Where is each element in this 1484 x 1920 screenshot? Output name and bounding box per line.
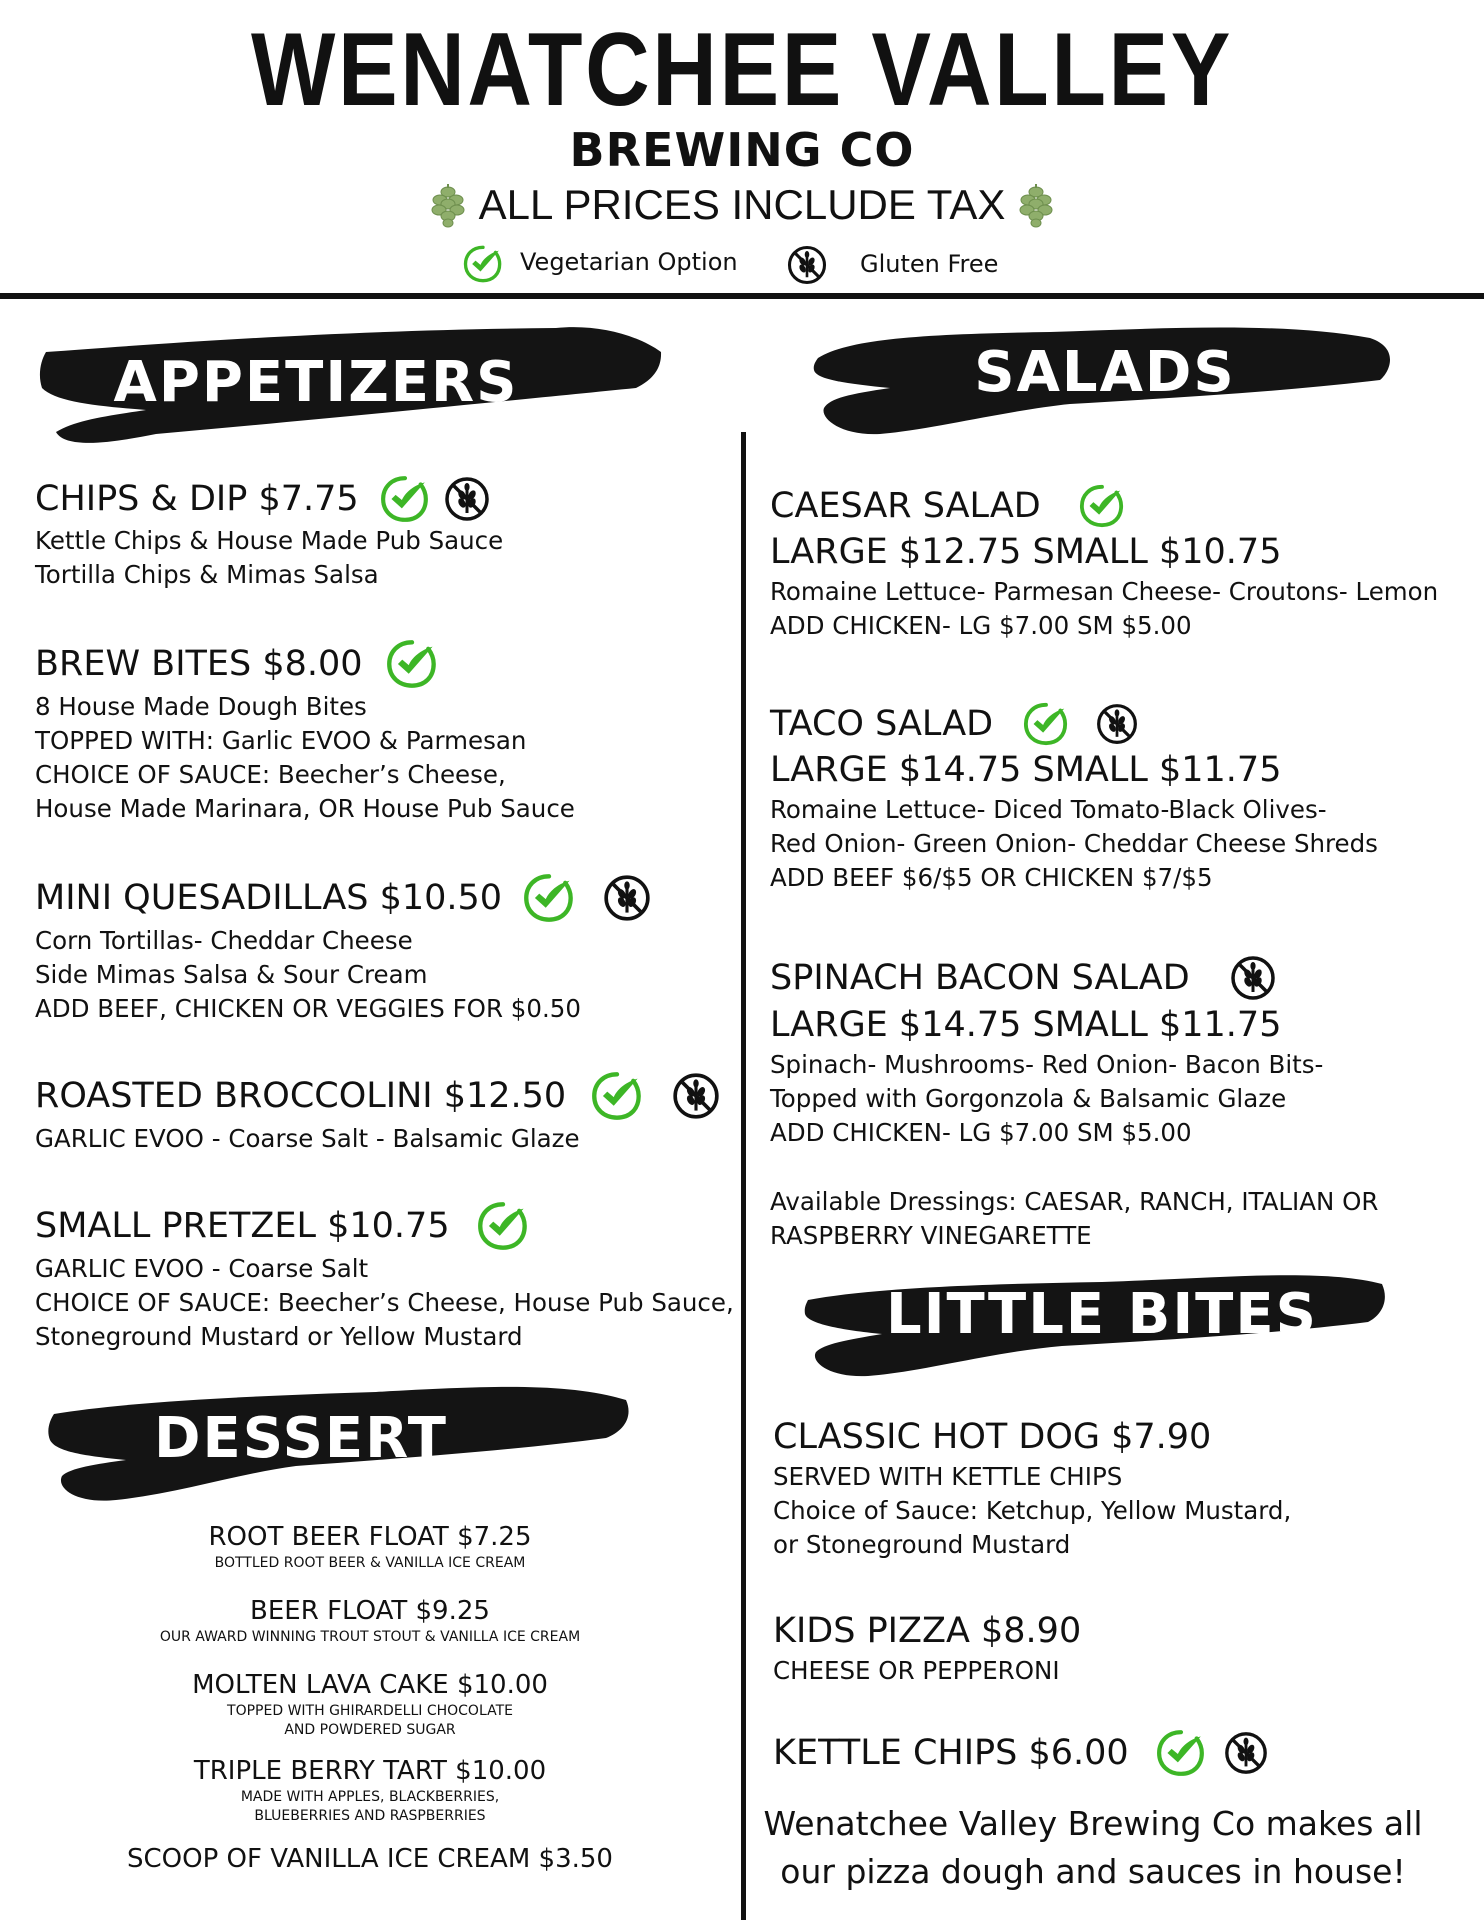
- check-leaf-icon: [589, 1070, 645, 1122]
- menu-item-mini-quesadillas: [35, 872, 735, 1026]
- dressings-note: [770, 1185, 1470, 1253]
- tax-note-line: [0, 178, 1484, 229]
- dessert-item: [0, 1594, 740, 1647]
- closing-note: [743, 1800, 1443, 1896]
- check-leaf-icon: [1154, 1728, 1208, 1778]
- menu-item-spinach-bacon-salad: [770, 954, 1470, 1150]
- dessert-item: [0, 1520, 740, 1573]
- item-desc: CHEESE OR PEPPERONI: [773, 1656, 1060, 1685]
- dessert-desc: BLUEBERRIES AND RASPBERRIES: [254, 1808, 486, 1824]
- item-desc: Kettle Chips & House Made Pub Sauce: [35, 526, 504, 555]
- dessert-name: BEER FLOAT $9.25: [250, 1596, 490, 1626]
- restaurant-name: WENATCHEE VALLEY: [250, 12, 1234, 128]
- dessert-name: SCOOP OF VANILLA ICE CREAM $3.50: [127, 1844, 613, 1874]
- legend-gf-label: Gluten Free: [860, 250, 999, 278]
- dressings-line: Available Dressings: CAESAR, RANCH, ITALIAN OR: [770, 1187, 1379, 1216]
- item-name: CAESAR SALAD: [770, 486, 1041, 526]
- item-price: LARGE $14.75 SMALL $11.75: [770, 750, 1282, 790]
- item-desc: GARLIC EVOO - Coarse Salt: [35, 1254, 369, 1283]
- item-name: SPINACH BACON SALAD: [770, 958, 1190, 998]
- item-desc: or Stoneground Mustard: [773, 1530, 1071, 1559]
- appetizers-title: APPETIZERS: [113, 350, 519, 415]
- restaurant-subtitle: BREWING CO: [569, 123, 915, 177]
- tax-note: ALL PRICES INCLUDE TAX: [478, 180, 1006, 228]
- gluten-free-icon: [443, 475, 491, 523]
- item-desc: Tortilla Chips & Mimas Salsa: [35, 560, 379, 589]
- little-bites-banner: [802, 1262, 1402, 1372]
- legend-gf-icon-wrap: [786, 244, 828, 290]
- item-desc: ADD BEEF, CHICKEN OR VEGGIES FOR $0.50: [35, 994, 581, 1023]
- item-name: BREW BITES $8.00: [35, 644, 363, 684]
- dessert-name: TRIPLE BERRY TART $10.00: [193, 1756, 547, 1786]
- item-desc: CHOICE OF SAUCE: Beecher’s Cheese, House Pub Sauce,: [35, 1288, 734, 1317]
- dessert-desc: MADE WITH APPLES, BLACKBERRIES,: [240, 1789, 500, 1805]
- dessert-item: [0, 1668, 740, 1740]
- item-desc: Spinach- Mushrooms- Red Onion- Bacon Bits-: [770, 1050, 1324, 1079]
- item-desc: ADD BEEF $6/$5 OR CHICKEN $7/$5: [770, 863, 1213, 892]
- menu-item-small-pretzel: [35, 1200, 745, 1354]
- gluten-free-icon: [1229, 954, 1277, 1002]
- item-desc: Corn Tortillas- Cheddar Cheese: [35, 926, 413, 955]
- dessert-list: [0, 1520, 740, 1876]
- dessert-item: [0, 1842, 740, 1876]
- menu-item-caesar-salad: [770, 482, 1470, 643]
- gluten-free-icon: [671, 1071, 721, 1121]
- item-desc: Red Onion- Green Onion- Cheddar Cheese Shreds: [770, 829, 1378, 858]
- hop-icon: [1015, 182, 1057, 228]
- check-leaf-icon: [462, 244, 504, 284]
- legend-veg-icon-wrap: [462, 244, 504, 288]
- item-desc: Stoneground Mustard or Yellow Mustard: [35, 1322, 523, 1351]
- hop-icon: [427, 182, 469, 228]
- little-bites-title: LITTLE BITES: [886, 1282, 1318, 1347]
- item-desc: House Made Marinara, OR House Pub Sauce: [35, 794, 575, 823]
- check-leaf-icon: [384, 638, 440, 690]
- item-desc: 8 House Made Dough Bites: [35, 692, 367, 721]
- item-name: TACO SALAD: [770, 704, 994, 744]
- legend-veg-label: Vegetarian Option: [520, 248, 738, 276]
- menu-item-chips-dip: [35, 474, 735, 592]
- item-name: ROASTED BROCCOLINI $12.50: [35, 1076, 567, 1116]
- check-leaf-icon: [475, 1200, 531, 1252]
- check-leaf-icon: [378, 474, 432, 524]
- closing-line: our pizza dough and sauces in house!: [780, 1852, 1406, 1891]
- header-divider: [0, 293, 1484, 299]
- column-divider: [741, 432, 746, 1920]
- item-desc: GARLIC EVOO - Coarse Salt - Balsamic Glaze: [35, 1124, 580, 1153]
- menu-item-taco-salad: [770, 700, 1470, 895]
- dessert-name: MOLTEN LAVA CAKE $10.00: [192, 1670, 548, 1700]
- menu-item-brew-bites: [35, 638, 735, 826]
- dessert-desc: OUR AWARD WINNING TROUT STOUT & VANILLA ICE CREAM: [159, 1629, 581, 1645]
- item-price: LARGE $14.75 SMALL $11.75: [770, 1005, 1282, 1045]
- item-desc: TOPPED WITH: Garlic EVOO & Parmesan: [35, 726, 527, 755]
- item-name: MINI QUESADILLAS $10.50: [35, 878, 503, 918]
- dessert-name: ROOT BEER FLOAT $7.25: [208, 1522, 532, 1552]
- gluten-free-icon: [602, 873, 652, 923]
- dressings-line: RASPBERRY VINEGARETTE: [770, 1221, 1092, 1250]
- dessert-desc: AND POWDERED SUGAR: [284, 1722, 456, 1738]
- menu-item-roasted-broccolini: [35, 1070, 735, 1156]
- item-desc: Side Mimas Salsa & Sour Cream: [35, 960, 428, 989]
- dessert-desc: TOPPED WITH GHIRARDELLI CHOCOLATE: [227, 1703, 513, 1719]
- item-name: CLASSIC HOT DOG $7.90: [773, 1417, 1212, 1457]
- dessert-item: [0, 1754, 740, 1826]
- item-desc: ADD CHICKEN- LG $7.00 SM $5.00: [770, 1118, 1192, 1147]
- check-leaf-icon: [1078, 483, 1126, 529]
- dessert-banner: [46, 1378, 646, 1488]
- menu-item-kids-pizza: [773, 1608, 1473, 1688]
- salads-banner: [810, 318, 1410, 428]
- item-desc: Topped with Gorgonzola & Balsamic Glaze: [770, 1084, 1287, 1113]
- check-leaf-icon: [521, 872, 577, 924]
- item-desc: Romaine Lettuce- Parmesan Cheese- Croutons- Lemon: [770, 577, 1439, 606]
- dessert-desc: BOTTLED ROOT BEER & VANILLA ICE CREAM: [214, 1555, 526, 1571]
- dessert-title: DESSERT: [154, 1406, 448, 1471]
- item-desc: SERVED WITH KETTLE CHIPS: [773, 1462, 1123, 1491]
- gluten-free-icon: [1223, 1730, 1269, 1776]
- item-desc: ADD CHICKEN- LG $7.00 SM $5.00: [770, 611, 1192, 640]
- gluten-free-icon: [1095, 702, 1139, 746]
- item-name: KIDS PIZZA $8.90: [773, 1611, 1082, 1651]
- item-price: LARGE $12.75 SMALL $10.75: [770, 532, 1282, 572]
- item-desc: Choice of Sauce: Ketchup, Yellow Mustard,: [773, 1496, 1292, 1525]
- gluten-free-icon: [786, 244, 828, 286]
- check-leaf-icon: [1022, 701, 1070, 747]
- menu-item-classic-hot-dog: [773, 1414, 1473, 1562]
- salads-title: SALADS: [974, 340, 1236, 405]
- item-desc: CHOICE OF SAUCE: Beecher’s Cheese,: [35, 760, 506, 789]
- item-name: CHIPS & DIP $7.75: [35, 479, 359, 519]
- appetizers-banner: [36, 322, 636, 432]
- menu-item-kettle-chips: [773, 1728, 1473, 1778]
- item-name: SMALL PRETZEL $10.75: [35, 1206, 450, 1246]
- item-name: KETTLE CHIPS $6.00: [773, 1733, 1129, 1773]
- closing-line: Wenatchee Valley Brewing Co makes all: [763, 1804, 1423, 1843]
- item-desc: Romaine Lettuce- Diced Tomato-Black Olives-: [770, 795, 1327, 824]
